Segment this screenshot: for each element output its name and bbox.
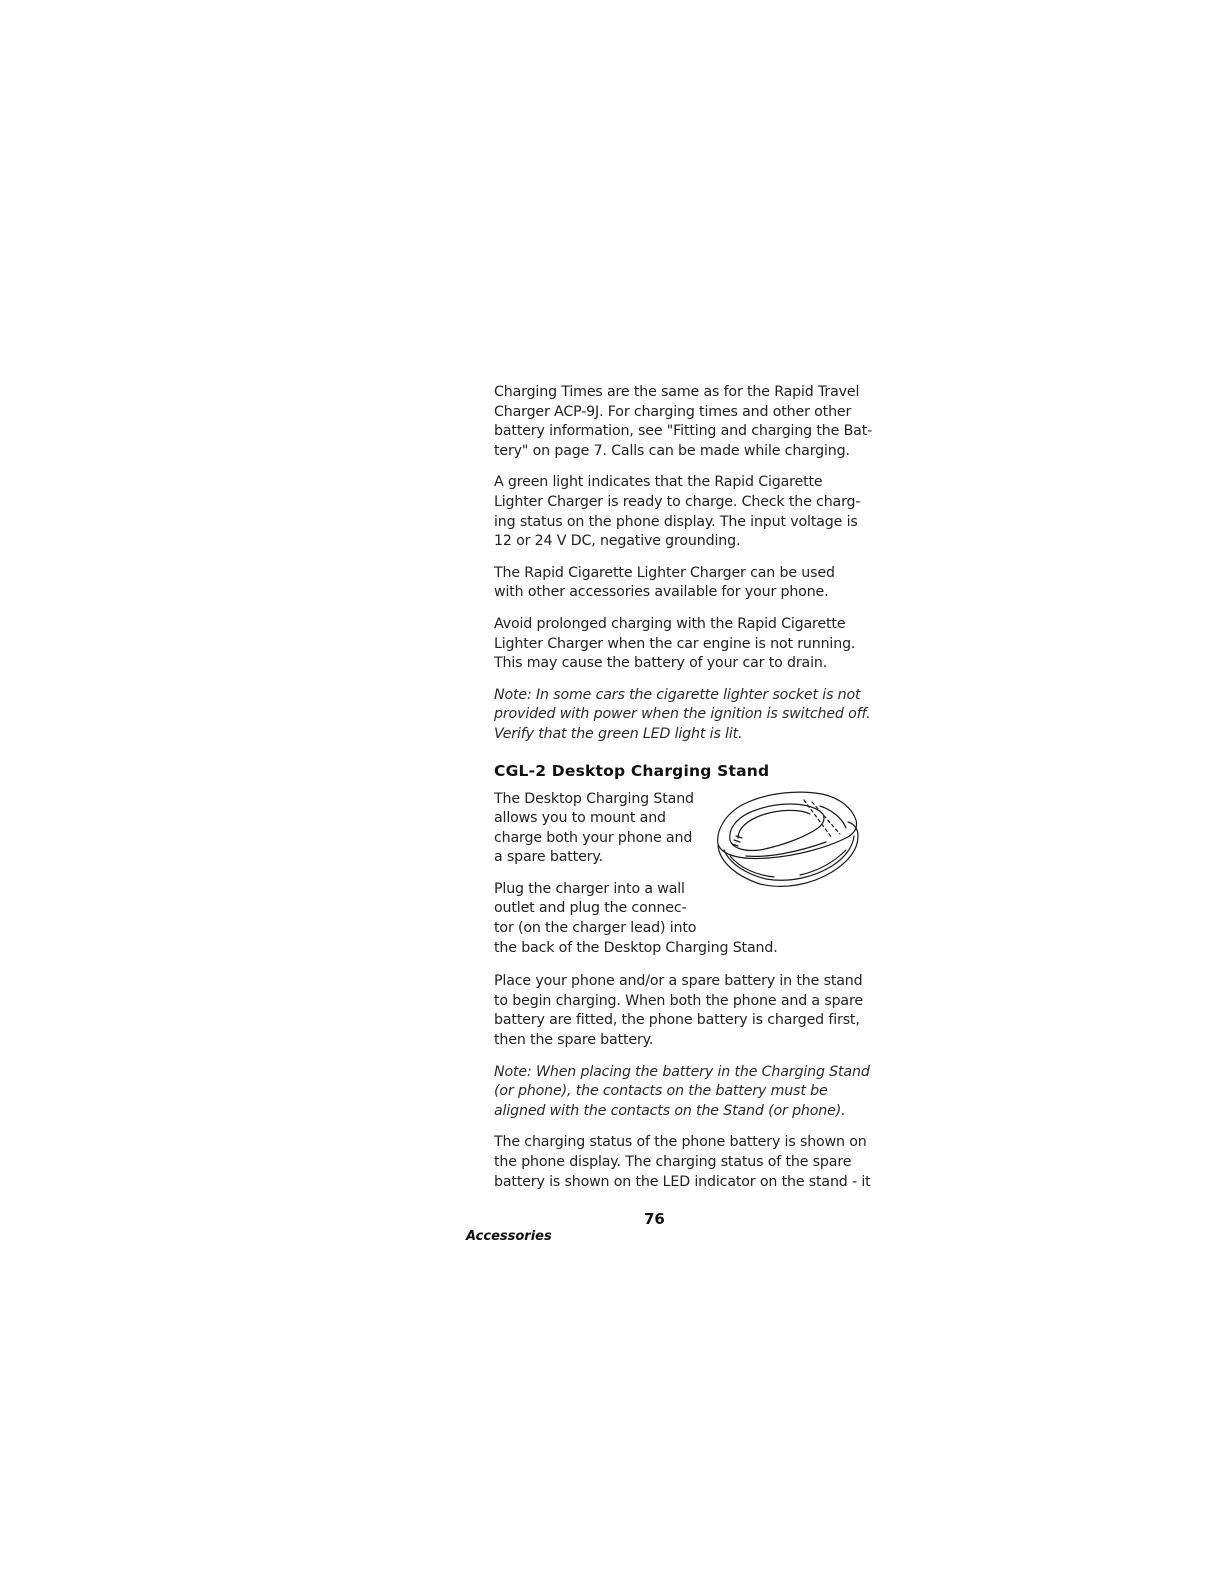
contact-marks — [732, 836, 742, 846]
section-heading-desktop-stand: CGL-2 Desktop Charging Stand — [494, 761, 770, 780]
page-content — [494, 383, 873, 1204]
charging-stand-illustration — [708, 784, 868, 894]
front-edge — [746, 842, 826, 856]
paragraph-other-accessories: The Rapid Cigarette Lighter Charger can be used with other accessories available for your phone. — [494, 564, 835, 601]
paragraph-green-light: A green light indicates that the Rapid Cigarette Lighter Charger is ready to charge. Check the charg- ing status on the phone display. The input voltage is 12 or 24 V DC, negative grounding. — [494, 474, 861, 550]
note-cigarette-socket: Note: In some cars the cigarette lighter socket is not provided with power when the ignition is switched off. Verify that the green LED light is lit. — [494, 686, 871, 742]
desktop-stand-text: The Desktop Charging Stand allows you to mount and charge both your phone and a spare battery. Plug the charger into a wall outlet and plug the connec- tor (on the charger lead) into the back of the Desktop Charging Stand. — [494, 790, 864, 959]
page-number: 76 — [644, 1210, 665, 1228]
battery-slot-line-2 — [804, 800, 832, 838]
desktop-stand-intro — [494, 790, 864, 959]
phone-slot-inner — [738, 810, 810, 838]
running-footer-section: Accessories — [466, 1229, 552, 1244]
paragraph-avoid-prolonged: Avoid prolonged charging with the Rapid Cigarette Lighter Charger when the car engine is not running. This may cause the battery of your car to drain. — [494, 615, 856, 672]
paragraph-charging-status: The charging status of the phone battery is shown on the phone display. The charging status of the spare battery is shown on the LED indicator on the stand - it — [494, 1134, 871, 1190]
note-contacts-alignment: Note: When placing the battery in the Charging Stand (or phone), the contacts on the battery must be aligned with the contacts on the Stand (or phone). — [494, 1063, 870, 1119]
paragraph-charging-times: Charging Times are the same as for the Rapid Travel Charger ACP-9J. For charging times and other other battery information, see "Fitting and charging the Bat- tery" on page 7. Calls can be made while charging. — [494, 384, 873, 459]
paragraph-place-phone: Place your phone and/or a spare battery in the stand to begin charging. When both the phone and a spare battery are fitted, the phone battery is charged first, then the spare battery. — [494, 973, 863, 1049]
